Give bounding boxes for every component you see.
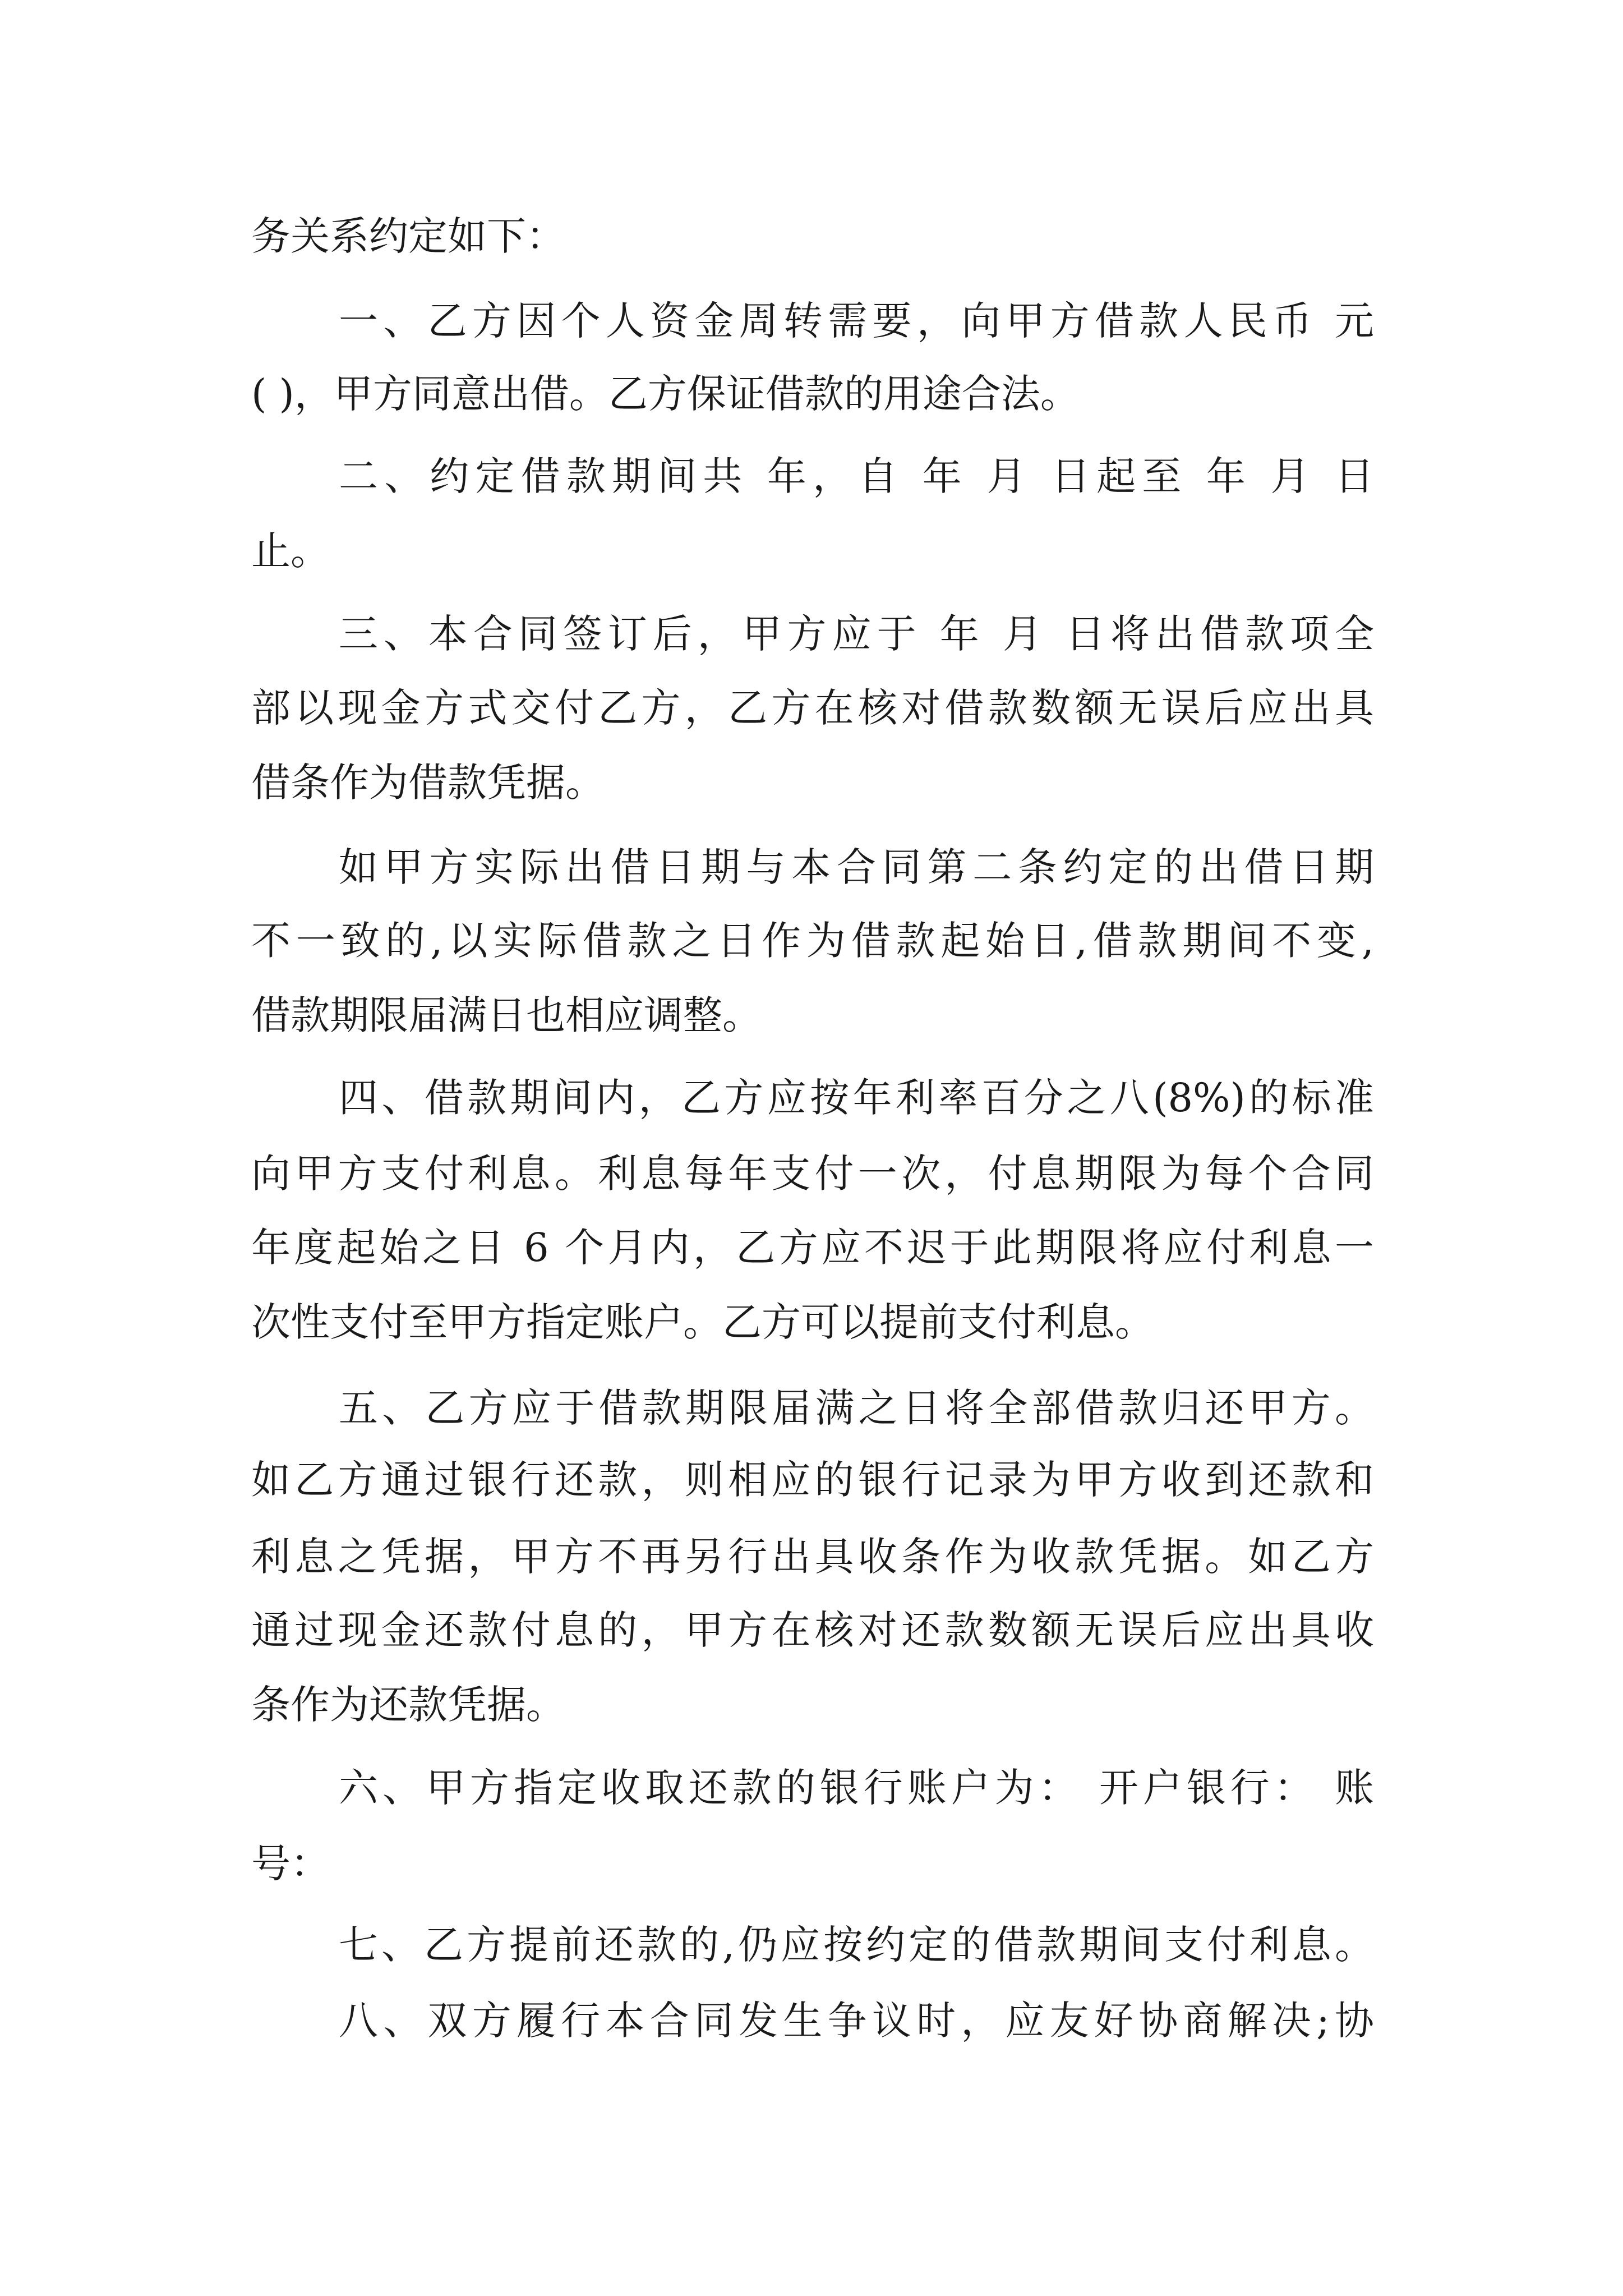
text-line: 借条作为借款凭据。 [251, 760, 605, 806]
text-line: 止。 [251, 528, 330, 574]
text-line: 七、乙方提前还款的,仍应按约定的借款期间支付利息。 [339, 1922, 1374, 1968]
text-line: 四、借款期间内，乙方应按年利率百分之八(8%)的标准 [339, 1075, 1374, 1121]
text-line: 年度起始之日 6 个月内，乙方应不迟于此期限将应付利息一 [251, 1225, 1374, 1271]
text-line: 借款期限届满日也相应调整。 [251, 992, 762, 1038]
text-line: 务关系约定如下： [251, 213, 565, 259]
text-line: 三、本合同签订后，甲方应于 年 月 日将出借款项全 [339, 611, 1374, 657]
text-line: 通过现金还款付息的，甲方在核对还款数额无误后应出具收 [251, 1607, 1374, 1653]
text-line: 如甲方实际出借日期与本合同第二条约定的出借日期 [339, 844, 1374, 890]
text-line: 二、约定借款期间共 年，自 年 月 日起至 年 月 日 [339, 453, 1374, 499]
text-line: 八、双方履行本合同发生争议时，应友好协商解决;协 [339, 1998, 1374, 2044]
text-line: 一、乙方因个人资金周转需要，向甲方借款人民币 元 [339, 298, 1374, 344]
text-line: 六、甲方指定收取还款的银行账户为： 开户银行： 账 [339, 1765, 1374, 1811]
text-line: 号： [251, 1841, 330, 1887]
text-line: 条作为还款凭据。 [251, 1682, 565, 1728]
text-line: 五、乙方应于借款期限届满之日将全部借款归还甲方。 [339, 1385, 1374, 1431]
text-line: ( )，甲方同意出借。乙方保证借款的用途合法。 [251, 371, 1080, 417]
text-line: 如乙方通过银行还款，则相应的银行记录为甲方收到还款和 [251, 1457, 1374, 1503]
text-line: 利息之凭据，甲方不再另行出具收条作为收款凭据。如乙方 [251, 1534, 1374, 1580]
text-line: 向甲方支付利息。利息每年支付一次，付息期限为每个合同 [251, 1151, 1374, 1197]
text-line: 不一致的,以实际借款之日作为借款起始日,借款期间不变, [251, 918, 1374, 964]
text-line: 部以现金方式交付乙方，乙方在核对借款数额无误后应出具 [251, 685, 1374, 731]
text-line: 次性支付至甲方指定账户。乙方可以提前支付利息。 [251, 1299, 1154, 1345]
